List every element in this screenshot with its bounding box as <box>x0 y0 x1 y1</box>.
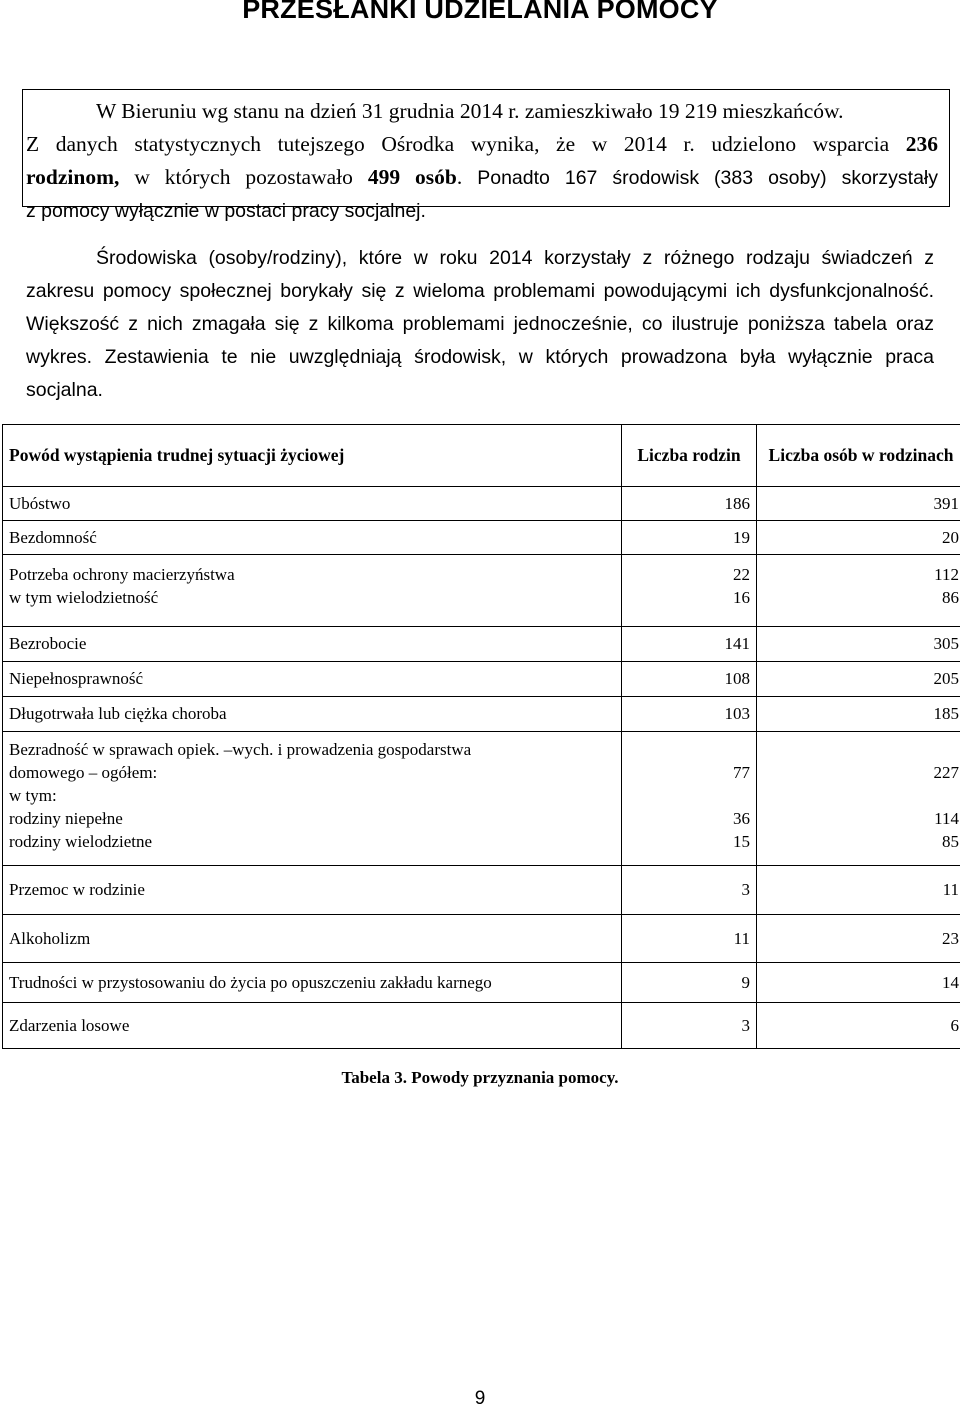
cell-persons: 227 114 85 <box>757 732 960 866</box>
cell-persons: 205 <box>757 662 960 697</box>
cell-persons: 6 <box>757 1003 960 1049</box>
table-caption: Tabela 3. Powody przyznania pomocy. <box>341 1068 619 1087</box>
table-row <box>3 866 960 915</box>
page-title: PRZESŁANKI UDZIELANIA POMOCY <box>242 0 718 24</box>
page-number: 9 <box>474 1388 486 1409</box>
cell-reason: Trudności w przystosowaniu do życia po opuszczeniu zakładu karnego <box>3 963 622 1003</box>
header-persons: Liczba osób w rodzinach <box>757 425 960 487</box>
description-paragraph: Środowiska (osoby/rodziny), które w roku 2014 korzystały z różnego rodzaju świadczeń z zakresu pomocy społecznej borykały się z wieloma problemami powodującymi ich dysfunkcjonalność. Większość z nich zmagała się z kilkoma problemami jednocześnie, co ilustruje poniższa tabela oraz wykres. Zestawienia te nie uwzględniają środowisk, w których prowadzona była wyłącznie praca socjalna. <box>26 247 934 401</box>
cell-families: 22 16 <box>622 555 757 627</box>
reasons-table <box>2 424 960 1049</box>
cell-reason: Ubóstwo <box>3 487 622 521</box>
cell-families: 186 <box>622 487 757 521</box>
table-row <box>3 521 960 555</box>
cell-persons: 11 <box>757 866 960 915</box>
cell-persons: 20 <box>757 521 960 555</box>
table-row <box>3 627 960 662</box>
cell-families: 19 <box>622 521 757 555</box>
table-row <box>3 915 960 963</box>
table-row <box>3 662 960 697</box>
cell-persons: 112 86 <box>757 555 960 627</box>
cell-families: 9 <box>622 963 757 1003</box>
table-row <box>3 1003 960 1049</box>
cell-families: 103 <box>622 697 757 732</box>
cell-persons: 23 <box>757 915 960 963</box>
cell-families: 77 36 15 <box>622 732 757 866</box>
cell-persons: 185 <box>757 697 960 732</box>
header-families: Liczba rodzin <box>622 425 757 487</box>
cell-reason: Zdarzenia losowe <box>3 1003 622 1049</box>
cell-reason: Alkoholizm <box>3 915 622 963</box>
cell-reason: Długotrwała lub ciężka choroba <box>3 697 622 732</box>
cell-reason: Bezrobocie <box>3 627 622 662</box>
persons-count: 499 osób <box>367 165 457 189</box>
table-header-row <box>3 425 960 487</box>
cell-families: 141 <box>622 627 757 662</box>
intro-line-1: W Bieruniu wg stanu na dzień 31 grudnia 2014 r. zamieszkiwało 19 219 mieszkańców. <box>96 99 844 123</box>
table-row <box>3 697 960 732</box>
cell-reason: Przemoc w rodzinie <box>3 866 622 915</box>
families-count: 236 <box>905 132 938 156</box>
cell-reason: Bezdomność <box>3 521 622 555</box>
cell-reason: Niepełnosprawność <box>3 662 622 697</box>
intro-line-2: Z danych statystycznych tutejszego Ośrodka wynika, że w 2014 r. udzielono wsparcia 236 <box>26 132 938 156</box>
cell-reason: Potrzeba ochrony macierzyństwa w tym wielodzietność <box>3 555 622 627</box>
cell-families: 11 <box>622 915 757 963</box>
intro-line-4: z pomocy wyłącznie w postaci pracy socjalnej. <box>26 200 426 222</box>
cell-persons: 14 <box>757 963 960 1003</box>
table-row <box>3 732 960 866</box>
cell-families: 3 <box>622 1003 757 1049</box>
intro-line-3: rodzinom, w których pozostawało 499 osób. Ponadto 167 środowisk (383 osoby) skorzystały <box>26 165 939 189</box>
cell-families: 3 <box>622 866 757 915</box>
cell-families: 108 <box>622 662 757 697</box>
cell-persons: 391 <box>757 487 960 521</box>
cell-reason: Bezradność w sprawach opiek. –wych. i prowadzenia gospodarstwa domowego – ogółem: w tym: rodziny niepełne rodziny wielodzietne <box>3 732 622 866</box>
header-reason: Powód wystąpienia trudnej sytuacji życiowej <box>3 425 622 487</box>
cell-persons: 305 <box>757 627 960 662</box>
table-row <box>3 555 960 627</box>
intro-text <box>26 95 938 228</box>
table-row <box>3 963 960 1003</box>
table-row <box>3 487 960 521</box>
